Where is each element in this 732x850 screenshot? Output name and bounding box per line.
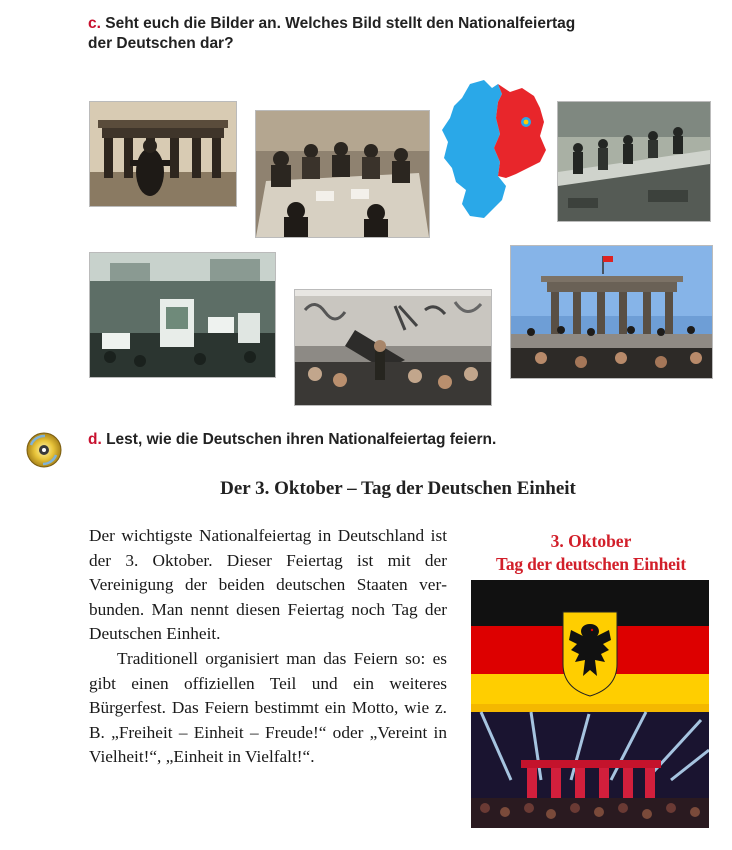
task-c-letter: c. xyxy=(88,15,101,32)
article-paragraph-2: Traditionell organisiert man das Feiern so: es gibt einen offiziellen Teil und ein weiteres Bürgerfest. Das Feiern bestimmt ein Motto, wie z. B. „Freiheit – Einheit – Freude!“ oder „Vereint in Vielheit!“, „Einheit in Vielfalt!“. xyxy=(89,648,447,767)
brandenburg-gate-celebration-photo xyxy=(510,245,713,379)
german-flag-poster xyxy=(471,580,709,828)
article-body xyxy=(89,524,447,770)
berlin-wall-construction-photo xyxy=(557,101,711,222)
brandenburg-gate-soldier-photo xyxy=(89,101,237,207)
protest-demonstration-photo xyxy=(89,252,276,378)
conference-table-photo xyxy=(255,110,430,238)
poster-title-line1: 3. Oktober xyxy=(550,531,632,551)
poster-title-line2: Tag der deutschen Einheit xyxy=(496,554,686,574)
task-d-letter: d. xyxy=(88,431,102,448)
task-d xyxy=(88,430,718,450)
task-d-text: Lest, wie die Deutschen ihren Nationalfeiertag feiern. xyxy=(106,431,497,448)
article-title: Der 3. Oktober – Tag der Deutschen Einheit xyxy=(220,478,576,499)
task-c-line1: Seht euch die Bilder an. Welches Bild stellt den Nationalfeiertag xyxy=(105,15,576,32)
article-paragraph-1: Der wichtigste Nationalfeiertag in Deutschland ist der 3. Oktober. Dieser Feiertag ist mit der Vereinigung der beiden deutschen Staaten verbunden. Man nennt diesen Feiertag noch Tag der Deutschen Einheit. xyxy=(89,526,447,644)
task-c-line2: der Deutschen dar? xyxy=(88,35,234,52)
wall-graffiti-crowd-photo xyxy=(294,289,492,406)
audio-cd-icon[interactable] xyxy=(25,431,63,469)
task-c xyxy=(88,14,718,54)
poster-title xyxy=(466,530,716,576)
divided-germany-map xyxy=(440,78,548,220)
